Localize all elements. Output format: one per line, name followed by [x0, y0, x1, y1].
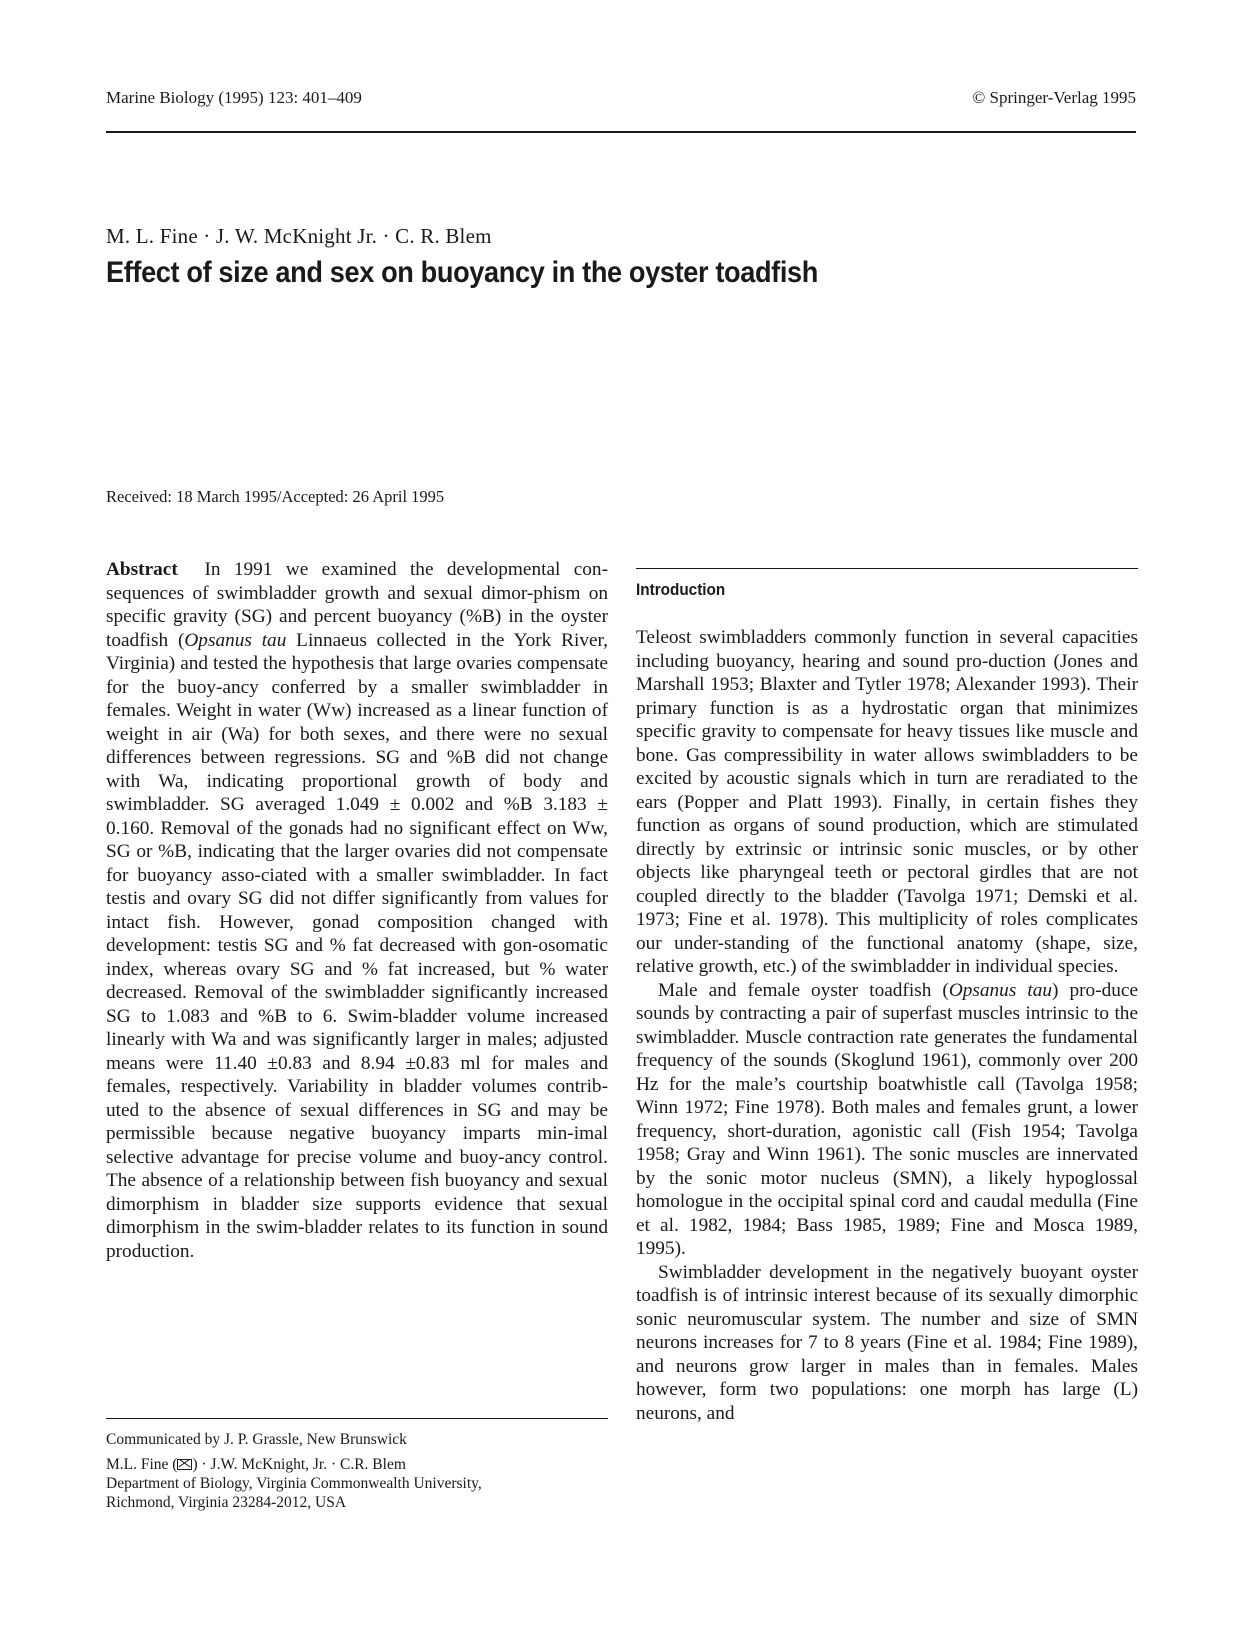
- copyright-notice: © Springer-Verlag 1995: [972, 88, 1136, 107]
- abstract-label: Abstract: [106, 559, 178, 580]
- intro-paragraph-3: Swimbladder development in the negatively buoyant oyster toadfish is of intrinsic interest because of its sexually dimorphic sonic neuromuscular system. The number and size of SMN neurons increases for 7 to 8 years (Fine et al. 1984; Fine 1989), and neurons grow larger in males than in females. Males however, form two populations: one morph has large (L) neurons, and: [636, 1261, 1138, 1424]
- introduction-heading: Introduction: [636, 580, 726, 599]
- communicated-by: Communicated by J. P. Grassle, New Brunswick: [106, 1431, 407, 1448]
- intro-paragraph-1: Teleost swimbladders commonly function in several capacities including buoyancy, hearing and sound pro-duction (Jones and Marshall 1953; Blaxter and Tytler 1978; Alexander 1993). Their primary function is as a hydrostatic organ that minimizes specific gravity to compensate for heavy tissues like muscle and bone. Gas compressibility in water allows swimbladders to be excited by acoustic signals which in turn are reradiated to the ears (Popper and Platt 1993). Finally, in certain fishes they function as organs of sound production, which are stimulated directly by extrinsic or intrinsic sonic muscles, or by other objects like pharyngeal teeth or pectoral girdles that are not coupled directly to the bladder (Tavolga 1971; Demski et al. 1973; Fine et al. 1978). This multiplicity of roles complicates our under-standing of the functional anatomy (shape, size, relative growth, etc.) of the swimbladder in individual species.: [636, 627, 1138, 977]
- abstract: [106, 558, 608, 1263]
- abstract-text: In 1991 we examined the developmental con-sequences of swimbladder growth and sexual dimor-phism on specific gravity (SG) and percent buoyancy (%B) in the oyster toadfish (Opsanus tau Linnaeus collected in the York River, Virginia) and tested the hypothesis that large ovaries compensate for the buoy-ancy conferred by a smaller swimbladder in females. Weight in water (Ww) increased as a linear function of weight in air (Wa) for both sexes, and there were no sexual differences between regressions. SG and %B did not change with Wa, indicating proportional growth of body and swimbladder. SG averaged 1.049 ± 0.002 and %B 3.183 ± 0.160. Removal of the gonads had no significant effect on Ww, SG or %B, indicating that the larger ovaries did not compensate for buoyancy asso-ciated with a smaller swimbladder. In fact testis and ovary SG did not differ significantly from values for intact fish. However, gonad composition changed with development: testis SG and % fat decreased with gon-osomatic index, whereas ovary SG and % fat increased, but % water decreased. Removal of the swimbladder significantly increased SG to 1.083 and %B to 6. Swim-bladder volume increased linearly with Wa and was significantly larger in males; adjusted means were 11.40 ±0.83 and 8.94 ±0.83 ml for males and females, respectively. Variability in bladder volumes contrib-uted to the absence of sexual differences in SG and may be permissible because negative buoyancy imparts min-imal selective advantage for precise volume and buoy-ancy control. The absence of a relationship between fish buoyancy and sexual dimorphism in bladder size supports evidence that sexual dimorphism in the swim-bladder relates to its function in sound production.: [106, 559, 609, 1262]
- header-divider: [106, 131, 1136, 133]
- envelope-icon: [177, 1459, 192, 1470]
- intro-paragraph-2: Male and female oyster toadfish (Opsanus tau) pro-duce sounds by contracting a pair of superfast muscles intrinsic to the swimbladder. Muscle contraction rate generates the fundamental frequency of the sounds (Skoglund 1961), commonly over 200 Hz for the male’s courtship boatwhistle call (Tavolga 1958; Winn 1972; Fine 1978). Both males and females grunt, a lower frequency, short-duration, agonistic call (Fish 1954; Tavolga 1958; Gray and Winn 1961). The sonic muscles are innervated by the sonic motor nucleus (SMN), a likely hypoglossal homologue in the occipital spinal cord and caudal medulla (Fine et al. 1982, 1984; Bass 1985, 1989; Fine and Mosca 1989, 1995).: [636, 979, 1139, 1259]
- footnote-divider: [106, 1418, 608, 1419]
- author-affiliation: [106, 1455, 608, 1512]
- introduction-column: [636, 626, 1138, 1425]
- corresponding-author-line: M.L. Fine ( ) · J.W. McKnight, Jr. · C.R. Blem: [106, 1456, 406, 1473]
- introduction-divider: [636, 568, 1138, 569]
- journal-citation: Marine Biology (1995) 123: 401–409: [106, 88, 362, 107]
- abstract-column: [106, 558, 608, 1263]
- article-title: Effect of size and sex on buoyancy in the oyster toadfish: [106, 256, 818, 289]
- author-list: M. L. Fine · J. W. McKnight Jr. · C. R. Blem: [106, 224, 492, 248]
- received-accepted-dates: Received: 18 March 1995/Accepted: 26 April 1995: [106, 487, 445, 506]
- affiliation-line-2: Richmond, Virginia 23284-2012, USA: [106, 1494, 347, 1511]
- running-head: [106, 88, 1136, 114]
- affiliation-line-1: Department of Biology, Virginia Commonwealth University,: [106, 1475, 482, 1492]
